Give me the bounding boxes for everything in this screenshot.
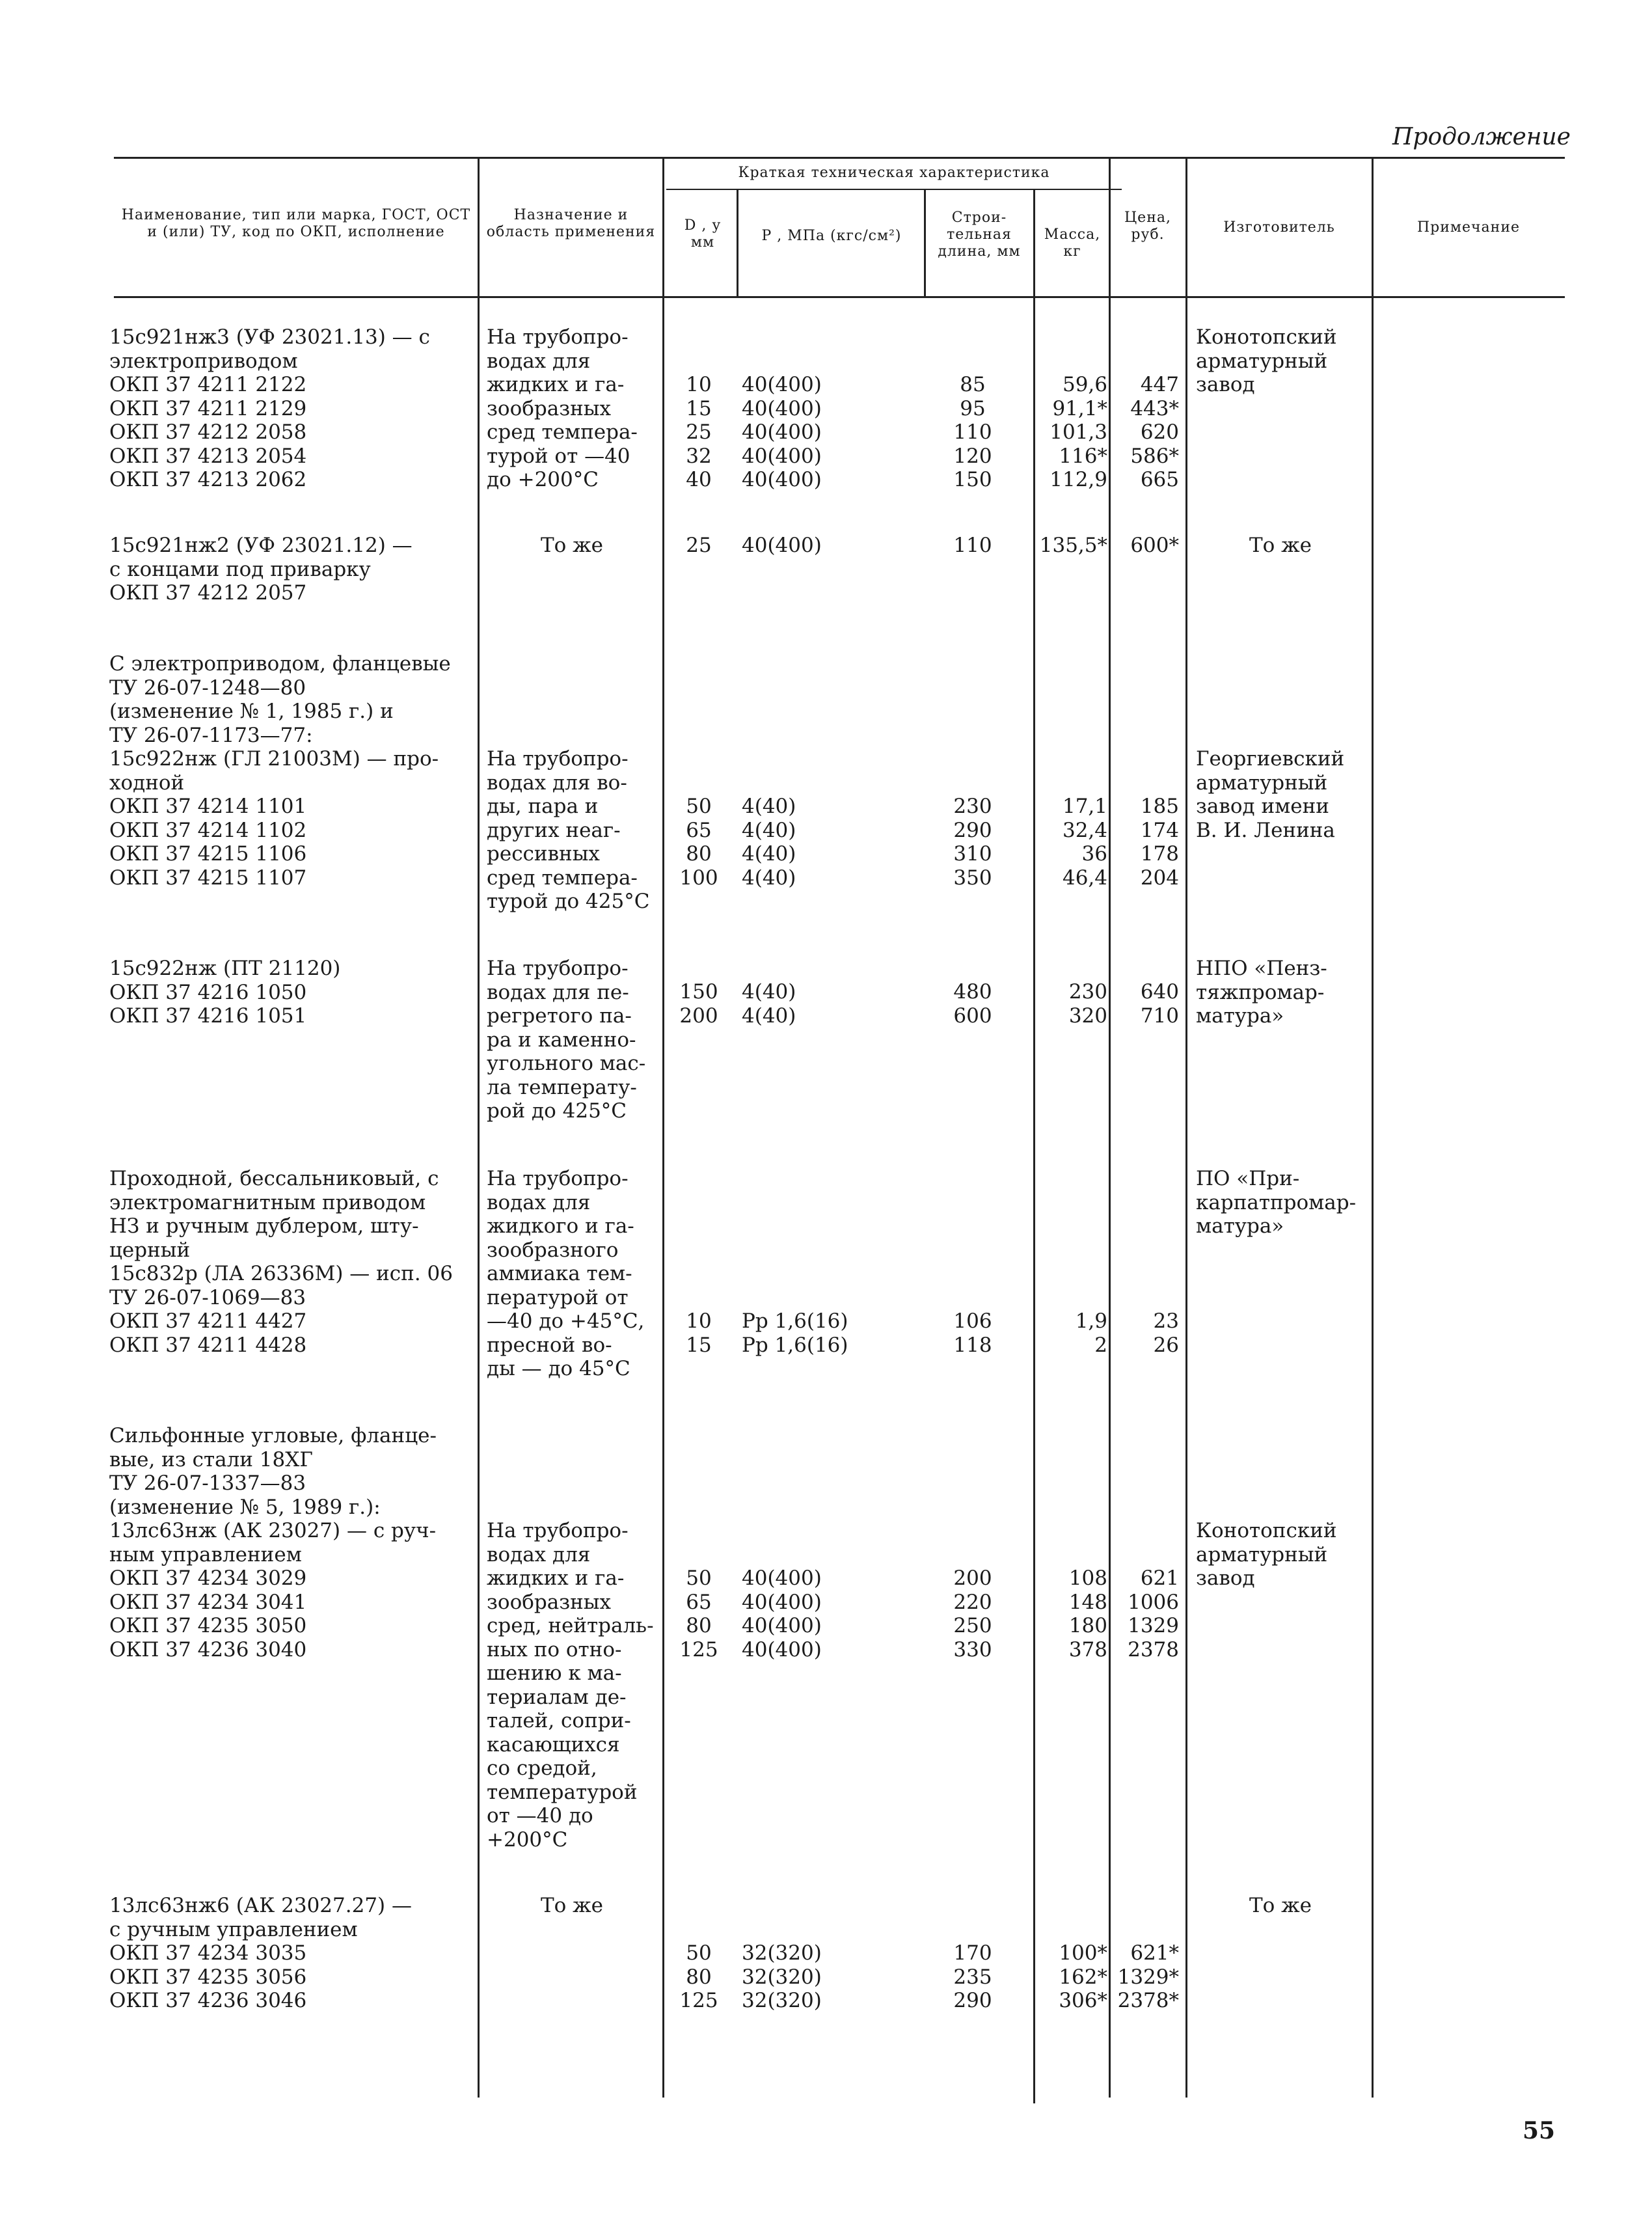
header-name: Наименование, тип или марка, ГОСТ, ОСТ и (или) ТУ, код по ОКП, исполнение [121, 207, 471, 240]
row-dn: 50 65 80 125 [679, 1566, 718, 1661]
row-dn: 50 80 125 [679, 1941, 718, 2012]
row-mass: 100* 162* 306* [1059, 1941, 1107, 2012]
row-name: 13лс63нж6 (АК 23027.27) — с ручным управлением ОКП 37 4234 3035 ОКП 37 4235 3056 ОКП 37 4236 3046 [109, 1894, 412, 2012]
row-mass: 17,1 32,4 36 46,4 [1062, 795, 1107, 890]
row-price: 621* 1329* 2378* [1117, 1941, 1179, 2012]
row-dn: 150 200 [679, 980, 718, 1028]
col-divider-name [478, 158, 480, 2098]
page-number: 55 [1523, 2117, 1556, 2144]
row-length: 480 600 [953, 980, 992, 1028]
row-price: 447 443* 620 586* 665 [1130, 373, 1179, 491]
row-pressure: 4(40) 4(40) [742, 980, 796, 1028]
row-length: 170 235 290 [953, 1941, 992, 2012]
header-maker: Изготовитель [1223, 219, 1335, 236]
row-dn: 10 15 [686, 1309, 712, 1357]
row-maker: Георгиевский арматурный завод имени В. И. Ленина [1196, 747, 1345, 842]
col-divider-dn [737, 190, 738, 297]
row-maker: НПО «Пенз- тяжпромар- матура» [1196, 957, 1327, 1028]
row-name: Проходной, бессальниковый, с электромагнитным приводом НЗ и ручным дублером, шту- церный 15с832р (ЛА 26336М) — исп. 06 ТУ 26-07-1069—83 ОКП 37 4211 4427 ОКП 37 4211 4428 [109, 1167, 453, 1357]
row-dn: 25 [686, 534, 712, 557]
col-divider-use [662, 158, 664, 2098]
row-mass: 230 320 [1068, 980, 1107, 1028]
row-mass: 59,6 91,1* 101,3 116* 112,9 [1049, 373, 1107, 491]
row-mass: 1,9 2 [1075, 1309, 1107, 1357]
row-use: На трубопро- водах для во- ды, пара и других неаг- рессивных сред темпера- турой до 425°С [487, 747, 650, 913]
header-dn: D , у мм [684, 217, 722, 251]
row-use: На трубопро- водах для жидкого и га- зообразного аммиака тем- пературой от —40 до +45°С, пресной во- ды — до 45°С [487, 1167, 645, 1380]
row-maker: Конотопский арматурный завод [1196, 1519, 1337, 1590]
row-length: 230 290 310 350 [953, 795, 992, 890]
row-price: 621 1006 1329 2378 [1128, 1566, 1179, 1661]
row-price: 640 710 [1140, 980, 1179, 1028]
row-length: 200 220 250 330 [953, 1566, 992, 1661]
header-length: Строи- тельная длина, мм [938, 210, 1021, 260]
row-pressure: 40(400) [742, 534, 822, 557]
col-divider-p [924, 190, 926, 297]
header-mass: Масса, кг [1044, 226, 1101, 260]
header-p: P , МПа (кгс/см²) [761, 228, 902, 244]
row-price: 23 26 [1153, 1309, 1179, 1357]
col-divider-maker [1372, 158, 1374, 2098]
row-pressure: Pр 1,6(16) Pр 1,6(16) [742, 1309, 848, 1357]
header-note: Примечание [1416, 219, 1521, 236]
header-bottom-rule [114, 296, 1565, 298]
header-price: Цена, руб. [1124, 210, 1171, 243]
row-pressure: 40(400) 40(400) 40(400) 40(400) [742, 1566, 822, 1661]
row-use: На трубопро- водах для пе- регретого па- ра и каменно- угольного мас- ла температу- рой до 425°С [487, 957, 646, 1123]
row-use: То же [540, 1894, 604, 1917]
header-tech-group: Краткая техническая характеристика [738, 165, 1050, 181]
row-maker: ПО «При- карпатпромар- матура» [1196, 1167, 1357, 1238]
header-top-rule [114, 157, 1565, 159]
row-name: 15с921нж3 (УФ 23021.13) — с электроприводом ОКП 37 4211 2122 ОКП 37 4211 2129 ОКП 37 4212 2058 ОКП 37 4213 2054 ОКП 37 4213 2062 [109, 325, 430, 491]
row-use: На трубопро- водах для жидких и га- зообразных сред, нейтраль- ных по отно- шению к ма- териалам де- талей, сопри- касающихся со средой, температурой от —40 до +200°С [487, 1519, 654, 1852]
row-name: Сильфонные угловые, фланце- вые, из стали 18ХГ ТУ 26-07-1337—83 (изменение № 5, 1989 г.): 13лс63нж (АК 23027) — с руч- ным управлением ОКП 37 4234 3029 ОКП 37 4234 3041 ОКП 37 4235 3050 ОКП 37 4236 3040 [109, 1424, 437, 1661]
col-divider-mass [1109, 158, 1111, 2098]
row-mass: 135,5* [1039, 534, 1107, 557]
tech-group-rule [666, 189, 1122, 190]
row-length: 110 [953, 534, 992, 557]
row-name: 15с922нж (ПТ 21120) ОКП 37 4216 1050 ОКП 37 4216 1051 [109, 957, 341, 1028]
continuation-label: Продолжение [1392, 124, 1571, 150]
row-pressure: 32(320) 32(320) 32(320) [742, 1941, 822, 2012]
row-pressure: 4(40) 4(40) 4(40) 4(40) [742, 795, 796, 890]
row-mass: 108 148 180 378 [1068, 1566, 1107, 1661]
row-price: 600* [1130, 534, 1179, 557]
row-length: 106 118 [953, 1309, 992, 1357]
row-dn: 10 15 25 32 40 [686, 373, 712, 491]
row-use: На трубопро- водах для жидких и га- зообразных сред темпера- турой от —40 до +200°С [487, 325, 638, 491]
row-maker: То же [1249, 534, 1312, 557]
row-pressure: 40(400) 40(400) 40(400) 40(400) 40(400) [742, 373, 822, 491]
row-name: 15с921нж2 (УФ 23021.12) — с концами под приварку ОКП 37 4212 2057 [109, 534, 413, 605]
row-length: 85 95 110 120 150 [953, 373, 992, 491]
col-divider-price [1185, 158, 1187, 2098]
row-price: 185 174 178 204 [1140, 795, 1179, 890]
row-name: С электроприводом, фланцевые ТУ 26-07-1248—80 (изменение № 1, 1985 г.) и ТУ 26-07-1173—77: 15с922нж (ГЛ 21003М) — про- ходной ОКП 37 4214 1101 ОКП 37 4214 1102 ОКП 37 4215 1106 ОКП 37 4215 1107 [109, 652, 451, 890]
row-dn: 50 65 80 100 [679, 795, 718, 890]
header-use: Назначение и область применения [486, 207, 656, 240]
row-use: То же [540, 534, 604, 557]
col-divider-len [1033, 190, 1035, 2103]
row-maker: То же [1249, 1894, 1312, 1917]
row-maker: Конотопский арматурный завод [1196, 325, 1337, 396]
